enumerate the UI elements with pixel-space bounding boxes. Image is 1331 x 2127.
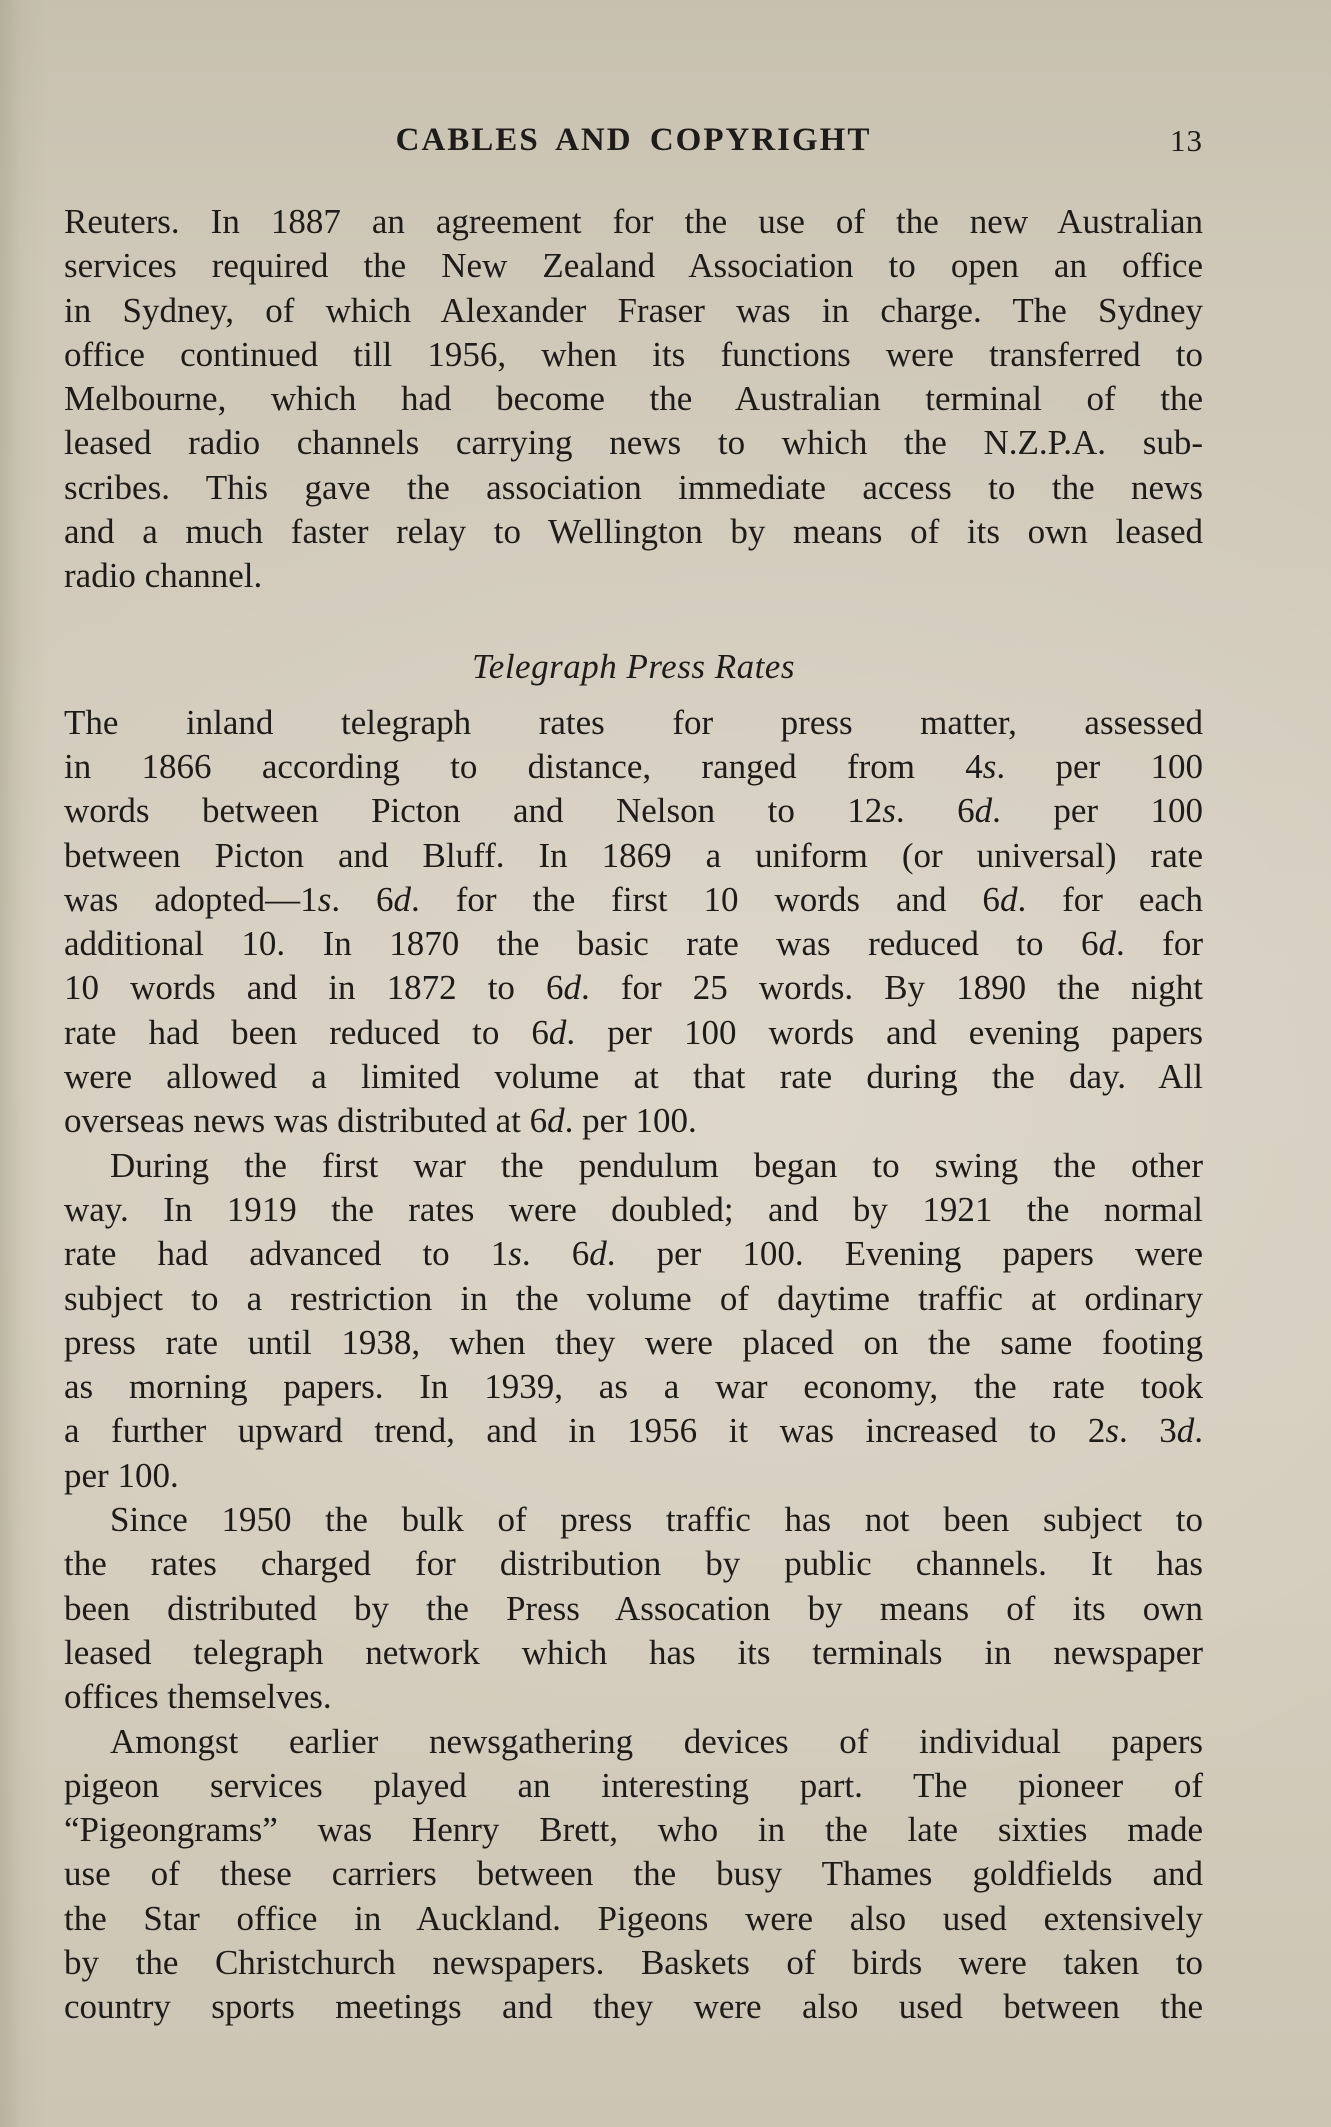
text-line: and a much faster relay to Wellington by means of its own leased xyxy=(64,512,1203,552)
section-heading: Telegraph Press Rates xyxy=(472,646,795,686)
text-line: Melbourne, which had become the Australian terminal of the xyxy=(64,379,1203,419)
text-line: the rates charged for distribution by public channels. It has xyxy=(64,1544,1203,1584)
paragraph xyxy=(64,200,1203,599)
paragraph xyxy=(64,1498,1203,1719)
text-line: Since 1950 the bulk of press traffic has not been subject to xyxy=(110,1500,1203,1540)
paragraph xyxy=(64,1720,1203,2030)
text-line: by the Christchurch newspapers. Baskets of birds were taken to xyxy=(64,1942,1203,1982)
text-line: leased radio channels carrying news to which the N.Z.P.A. sub- xyxy=(64,423,1203,463)
text-line: in Sydney, of which Alexander Fraser was in charge. The Sydney xyxy=(64,290,1203,330)
running-title: CABLES AND COPYRIGHT xyxy=(395,122,872,158)
page-body xyxy=(64,200,1203,2030)
paragraph xyxy=(64,701,1203,1144)
text-line: services required the New Zealand Association to open an office xyxy=(64,246,1203,286)
text-line: overseas news was distributed at 6d. per 100. xyxy=(64,1101,697,1141)
text-line: subject to a restriction in the volume of daytime traffic at ordinary xyxy=(64,1278,1203,1318)
text-line: per 100. xyxy=(64,1455,179,1495)
text-line: “Pigeongrams” was Henry Brett, who in the late sixties made xyxy=(64,1810,1203,1850)
text-line: between Picton and Bluff. In 1869 a uniform (or universal) rate xyxy=(64,835,1203,875)
text-line: 10 words and in 1872 to 6d. for 25 words. By 1890 the night xyxy=(64,968,1203,1008)
text-line: country sports meetings and they were also used between the xyxy=(64,1987,1203,2027)
text-line: office continued till 1956, when its functions were transferred to xyxy=(64,334,1203,374)
paragraph xyxy=(64,1144,1203,1498)
text-line: were allowed a limited volume at that rate during the day. All xyxy=(64,1057,1203,1097)
text-line: the Star office in Auckland. Pigeons were also used extensively xyxy=(64,1898,1203,1938)
text-line: use of these carriers between the busy Thames goldfields and xyxy=(64,1854,1203,1894)
text-line: Amongst earlier newsgathering devices of individual papers xyxy=(110,1721,1203,1761)
text-line: pigeon services played an interesting part. The pioneer of xyxy=(64,1765,1203,1805)
text-line: press rate until 1938, when they were placed on the same footing xyxy=(64,1322,1203,1362)
text-line: rate had advanced to 1s. 6d. per 100. Evening papers were xyxy=(64,1234,1203,1274)
text-line: words between Picton and Nelson to 12s. 6d. per 100 xyxy=(64,791,1203,831)
text-line: a further upward trend, and in 1956 it was increased to 2s. 3d. xyxy=(64,1411,1204,1451)
text-line: was adopted—1s. 6d. for the first 10 words and 6d. for each xyxy=(64,879,1203,919)
text-line: rate had been reduced to 6d. per 100 words and evening papers xyxy=(64,1012,1203,1052)
text-line: additional 10. In 1870 the basic rate was reduced to 6d. for xyxy=(64,924,1203,964)
text-line: leased telegraph network which has its terminals in newspaper xyxy=(64,1632,1203,1672)
page-number: 13 xyxy=(1170,123,1203,158)
text-line: The inland telegraph rates for press matter, assessed xyxy=(64,702,1203,742)
text-line: radio channel. xyxy=(64,556,263,596)
text-line: been distributed by the Press Assocation by means of its own xyxy=(64,1588,1203,1628)
text-line: way. In 1919 the rates were doubled; and by 1921 the normal xyxy=(64,1189,1203,1229)
text-line: Reuters. In 1887 an agreement for the use of the new Australian xyxy=(64,202,1203,241)
text-line: as morning papers. In 1939, as a war economy, the rate took xyxy=(64,1367,1203,1407)
text-line: scribes. This gave the association immediate access to the news xyxy=(64,467,1203,507)
running-head xyxy=(64,122,1203,168)
text-line: During the first war the pendulum began to swing the other xyxy=(110,1145,1203,1185)
text-line: in 1866 according to distance, ranged from 4s. per 100 xyxy=(64,746,1203,786)
text-line: offices themselves. xyxy=(64,1677,332,1717)
